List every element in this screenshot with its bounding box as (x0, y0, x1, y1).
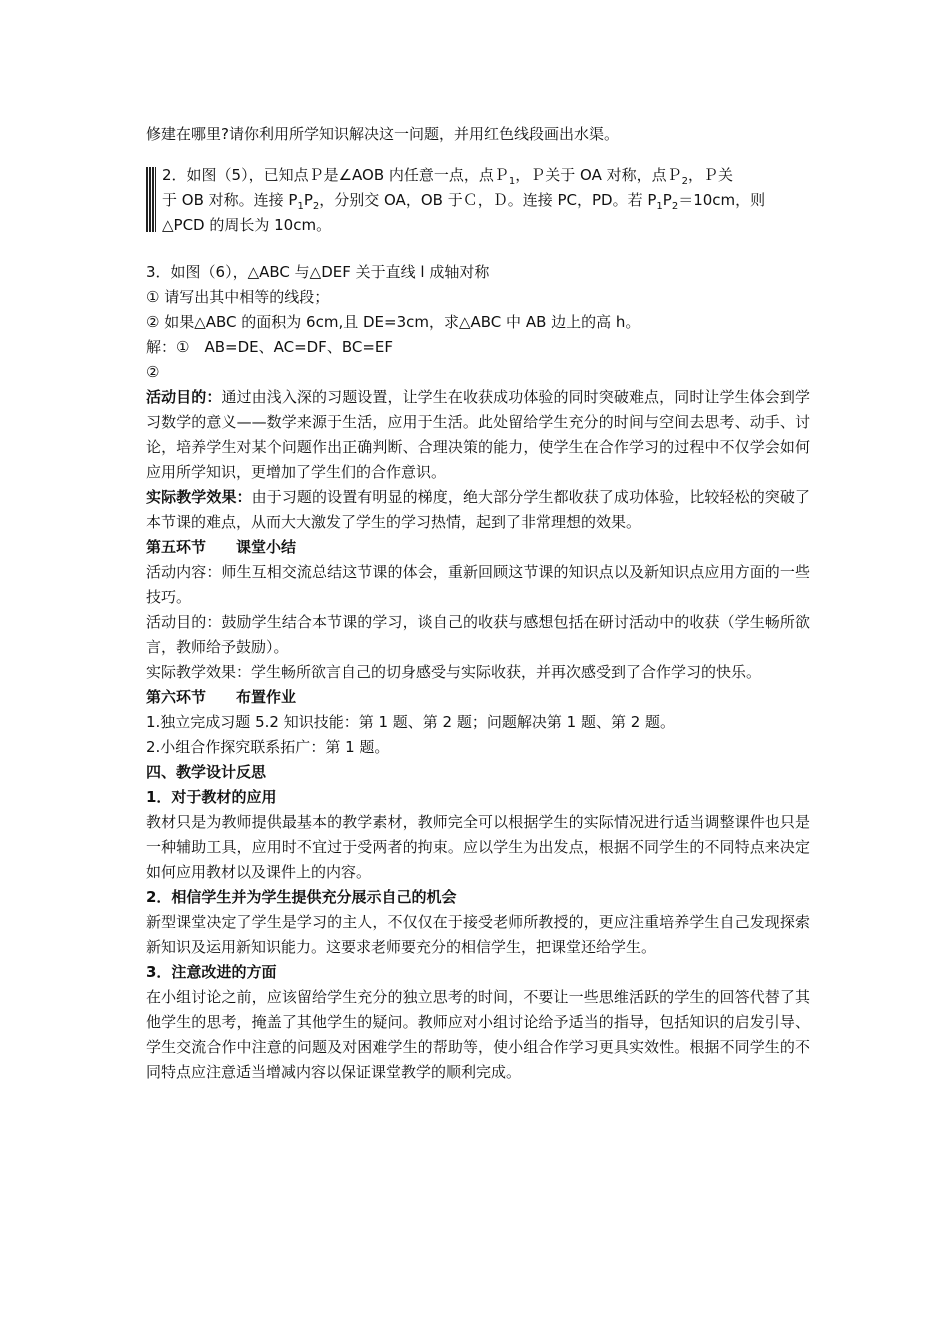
section-heading: 四、教学设计反思 (146, 763, 267, 781)
paragraph: 教材只是为教师提供最基本的教学素材，教师完全可以根据学生的实际情况进行适当调整课件也只是一种辅助工具，应用时不宜过于受两者的拘束。应以学生为出发点，根据不同学生的不同特点来决定如何应用教材以及课件上的内容。 (146, 813, 810, 881)
paragraph: 修建在哪里?请你利用所学知识解决这一问题，并用红色线段画出水渠。 (146, 125, 619, 143)
paragraph: ② (146, 363, 160, 381)
paragraph: 于 OB 对称。连接 $P_1P_2$，分别交 OA，OB 于Ｃ，Ｄ。连接 PC，PD。若 $P_1P_2=10cm$，则 (162, 191, 766, 212)
paragraph: 实际教学效果：学生畅所欲言自己的切身感受与实际收获，并再次感受到了合作学习的快乐。 (146, 663, 762, 681)
paragraph: 活动内容：师生互相交流总结这节课的体会，重新回顾这节课的知识点以及新知识点应用方面的一些技巧。 (146, 563, 810, 606)
paragraph: 在小组讨论之前，应该留给学生充分的独立思考的时间，不要让一些思维活跃的学生的回答代替了其他学生的思考，掩盖了其他学生的疑问。教师应对小组讨论给予适当的指导，包括知识的启发引导、学生交流合作中注意的问题及对困难学生的帮助等，使小组合作学习更具实效性。根据不同学生的不同特点应注意适当增减内容以保证课堂教学的顺利完成。 (146, 988, 810, 1081)
framed-question-2 (146, 163, 810, 238)
paragraph: △PCD 的周长为 10cm。 (162, 216, 332, 234)
section-heading: 第六环节 布置作业 (146, 688, 297, 706)
paragraph: 解：① AB=DE、AC=DF、BC=EF (146, 338, 393, 356)
paragraph: 活动目的：鼓励学生结合本节课的学习，谈自己的收获与感想包括在研讨活动中的收获（学生畅所欲言，教师给予鼓励）。 (146, 613, 810, 656)
paragraph: 3．如图（6），△ABC 与△DEF 关于直线 l 成轴对称 (146, 263, 490, 281)
paragraph: ① 请写出其中相等的线段； (146, 288, 330, 306)
paragraph: 活动目的：通过由浅入深的习题设置，让学生在收获成功体验的同时突破难点，同时让学生体会到学习数学的意义——数学来源于生活，应用于生活。此处留给学生充分的时间与空间去思考、动手、讨论，培养学生对某个问题作出正确判断、合理决策的能力，使学生在合作学习的过程中不仅学会如何应用所学知识，更增加了学生们的合作意识。 (146, 388, 810, 481)
subsection-heading: 2．相信学生并为学生提供充分展示自己的机会 (146, 888, 457, 906)
paragraph: 2.小组合作探究联系拓广：第 1 题。 (146, 738, 390, 756)
paragraph: 实际教学效果：由于习题的设置有明显的梯度，绝大部分学生都收获了成功体验，比较轻松的突破了本节课的难点，从而大大激发了学生的学习热情，起到了非常理想的效果。 (146, 488, 810, 531)
subsection-heading: 3．注意改进的方面 (146, 963, 277, 981)
paragraph: ② 如果△ABC 的面积为 6cm,且 DE=3cm，求△ABC 中 AB 边上的高 h。 (146, 313, 641, 331)
frame-bar (146, 167, 156, 232)
paragraph: 2．如图（5），已知点Ｐ是∠AOB 内任意一点，点Ｐ$_1$，Ｐ关于 OA 对称，点Ｐ$_2$，Ｐ关 (162, 166, 734, 187)
paragraph: 1.独立完成习题 5.2 知识技能：第 1 题、第 2 题；问题解决第 1 题、第 2 题。 (146, 713, 676, 731)
subsection-heading: 1．对于教材的应用 (146, 788, 277, 806)
document-body (146, 122, 810, 1085)
paragraph: 新型课堂决定了学生是学习的主人，不仅仅在于接受老师所教授的，更应注重培养学生自己发现探索新知识及运用新知识能力。这要求老师要充分的相信学生，把课堂还给学生。 (146, 913, 810, 956)
section-heading: 第五环节 课堂小结 (146, 538, 297, 556)
